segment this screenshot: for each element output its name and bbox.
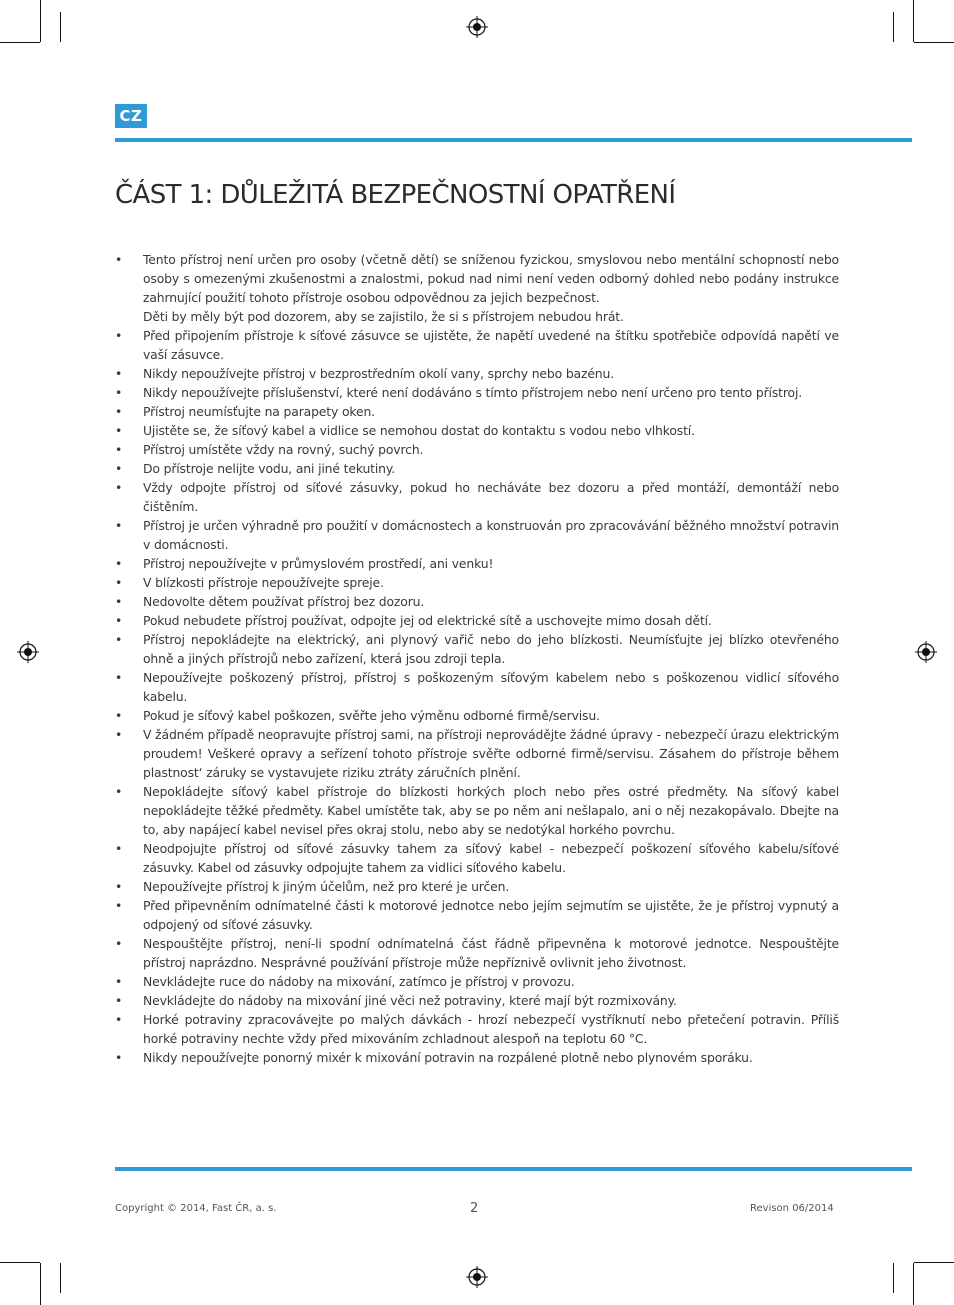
crop-mark <box>40 1263 41 1305</box>
crop-mark <box>60 12 61 42</box>
footer-rule <box>115 1167 912 1171</box>
list-item <box>115 877 839 896</box>
list-item-text: Pokud je síťový kabel poškozen, svěřte jeho výměnu odborné firmě/servisu. <box>143 708 600 723</box>
list-item-text: Před připevněním odnímatelné části k motorové jednotce nebo jejím sejmutím se ujistěte, že je přístroj vypnutý a odpojený od síťové zásuvky. <box>143 898 839 932</box>
list-item <box>115 402 839 421</box>
list-item <box>115 896 839 934</box>
list-item-note: Děti by měly být pod dozorem, aby se zajistilo, že si s přístrojem nebudou hrát. <box>143 309 624 324</box>
list-item <box>115 592 839 611</box>
list-item-text: Před připojením přístroje k síťové zásuvce se ujistěte, že napětí uvedené na štítku spotřebiče odpovídá napětí ve vaší zásuvce. <box>143 328 839 362</box>
list-item-text: Přístroj nepoužívejte v průmyslovém prostředí, ani venku! <box>143 556 494 571</box>
list-item-text: Přístroj je určen výhradně pro použití v domácnostech a konstruován pro zpracovávání běžného množství potravin v domácnosti. <box>143 518 839 552</box>
list-item <box>115 706 839 725</box>
crop-mark <box>0 1262 40 1263</box>
list-item-text: Ujistěte se, že síťový kabel a vidlice se nemohou dostat do kontaktu s vodou nebo vlhkostí. <box>143 423 695 438</box>
list-item-text: Horké potraviny zpracovávejte po malých dávkách - hrozí nebezpečí vystříknutí nebo přetečení potravin. Příliš horké potraviny nechte vždy před mixováním zchladnout alespoň na teplotu 60 °C. <box>143 1012 839 1046</box>
list-item <box>115 668 839 706</box>
list-item <box>115 630 839 668</box>
list-item <box>115 725 839 782</box>
copyright-text: Copyright © 2014, Fast ČR, a. s. <box>115 1203 277 1214</box>
list-item-text: Nepoužívejte přístroj k jiným účelům, než pro které je určen. <box>143 879 510 894</box>
list-item <box>115 326 839 364</box>
list-item-text: Tento přístroj není určen pro osoby (včetně dětí) se sníženou fyzickou, smyslovou nebo mentální schopností nebo osoby s omezenými zkušenostmi a znalostmi, pokud nad nimi není veden odborný dohled nebo podány instrukce zahrnující použití tohoto přístroje osobou odpovědnou za jejich bezpečnost. <box>143 252 839 305</box>
list-item <box>115 364 839 383</box>
list-item <box>115 383 839 402</box>
registration-mark-icon <box>915 641 937 663</box>
crop-mark <box>913 0 914 42</box>
crop-mark <box>40 0 41 42</box>
list-item <box>115 1010 839 1048</box>
list-item-text: Nevkládejte ruce do nádoby na mixování, zatímco je přístroj v provozu. <box>143 974 575 989</box>
crop-mark <box>893 12 894 42</box>
list-item-text: Do přístroje nelijte vodu, ani jiné tekutiny. <box>143 461 396 476</box>
crop-mark <box>914 42 954 43</box>
list-item <box>115 839 839 877</box>
page-title: ČÁST 1: DŮLEŽITÁ BEZPEČNOSTNÍ OPATŘENÍ <box>115 180 676 210</box>
list-item-text: Přístroj nepokládejte na elektrický, ani plynový vařič nebo do jeho blízkosti. Neumísťujte jej blízko otevřeného ohně a jiných přístrojů nebo zařízení, která jsou zdroji tepla. <box>143 632 839 666</box>
list-item-text: Nevkládejte do nádoby na mixování jiné věci než potraviny, které mají být rozmixovány. <box>143 993 677 1008</box>
page-number: 2 <box>470 1201 479 1216</box>
list-item <box>115 478 839 516</box>
crop-mark <box>913 1263 914 1305</box>
header-rule <box>115 138 912 142</box>
revision-text: Revison 06/2014 <box>750 1203 834 1214</box>
registration-mark-icon <box>466 16 488 38</box>
list-item-text: Přístroj umístěte vždy na rovný, suchý povrch. <box>143 442 424 457</box>
registration-mark-icon <box>17 641 39 663</box>
crop-mark <box>60 1263 61 1293</box>
crop-mark <box>914 1262 954 1263</box>
list-item-text: Vždy odpojte přístroj od síťové zásuvky, pokud ho necháváte bez dozoru a před montáží, demontáží nebo čištěním. <box>143 480 839 514</box>
list-item <box>115 250 839 326</box>
list-item-text: V žádném případě neopravujte přístroj sami, na přístroji neprovádějte žádné úpravy - nebezpečí úrazu elektrickým proudem! Veškeré opravy a seřízení tohoto přístroje svěřte odborné firmě/servisu. Zásahem do přístroje během plastnost‘ záruky se vystavujete riziku ztráty záručních plnění. <box>143 727 839 780</box>
list-item <box>115 611 839 630</box>
list-item <box>115 554 839 573</box>
list-item-text: Nikdy nepoužívejte příslušenství, které není dodáváno s tímto přístrojem nebo není určeno pro tento přístroj. <box>143 385 803 400</box>
list-item <box>115 440 839 459</box>
language-badge: CZ <box>115 104 147 128</box>
list-item-text: Nikdy nepoužívejte ponorný mixér k mixování potravin na rozpálené plotně nebo plynovém sporáku. <box>143 1050 753 1065</box>
safety-list <box>115 250 839 1067</box>
list-item <box>115 573 839 592</box>
list-item <box>115 459 839 478</box>
list-item-text: Přístroj neumísťujte na parapety oken. <box>143 404 375 419</box>
list-item-text: Pokud nebudete přístroj používat, odpojte jej od elektrické sítě a uschovejte mimo dosah dětí. <box>143 613 712 628</box>
list-item-text: Nikdy nepoužívejte přístroj v bezprostředním okolí vany, sprchy nebo bazénu. <box>143 366 614 381</box>
list-item <box>115 991 839 1010</box>
list-item-text: Neodpojujte přístroj od síťové zásuvky tahem za síťový kabel - nebezpečí poškození síťového kabelu/síťové zásuvky. Kabel od zásuvky odpojujte tahem za vidlici síťového kabelu. <box>143 841 839 875</box>
list-item-text: Nespouštějte přístroj, není-li spodní odnímatelná část řádně připevněna k motorové jednotce. Nespouštějte přístroj naprázdno. Nesprávné používání přístroje může nepříznivě ovlivnit jeho životnost. <box>143 936 839 970</box>
registration-mark-icon <box>466 1266 488 1288</box>
list-item-text: V blízkosti přístroje nepoužívejte spreje. <box>143 575 384 590</box>
list-item-text: Nepoužívejte poškozený přístroj, přístroj s poškozeným síťovým kabelem nebo s poškozenou vidlicí síťového kabelu. <box>143 670 839 704</box>
list-item <box>115 782 839 839</box>
list-item <box>115 972 839 991</box>
list-item <box>115 421 839 440</box>
list-item-text: Nepokládejte síťový kabel přístroje do blízkosti horkých ploch nebo přes ostré předměty. Na síťový kabel nepokládejte těžké předměty. Kabel umístěte tak, aby se po něm ani nešlapalo, ani o něj nezakopávalo. Dbejte na to, aby napájecí kabel nevisel přes okraj stolu, nebo aby se nedotýkal horkého povrchu. <box>143 784 839 837</box>
crop-mark <box>0 42 40 43</box>
list-item <box>115 1048 839 1067</box>
list-item-text: Nedovolte dětem používat přístroj bez dozoru. <box>143 594 425 609</box>
list-item <box>115 516 839 554</box>
list-item <box>115 934 839 972</box>
crop-mark <box>893 1263 894 1293</box>
